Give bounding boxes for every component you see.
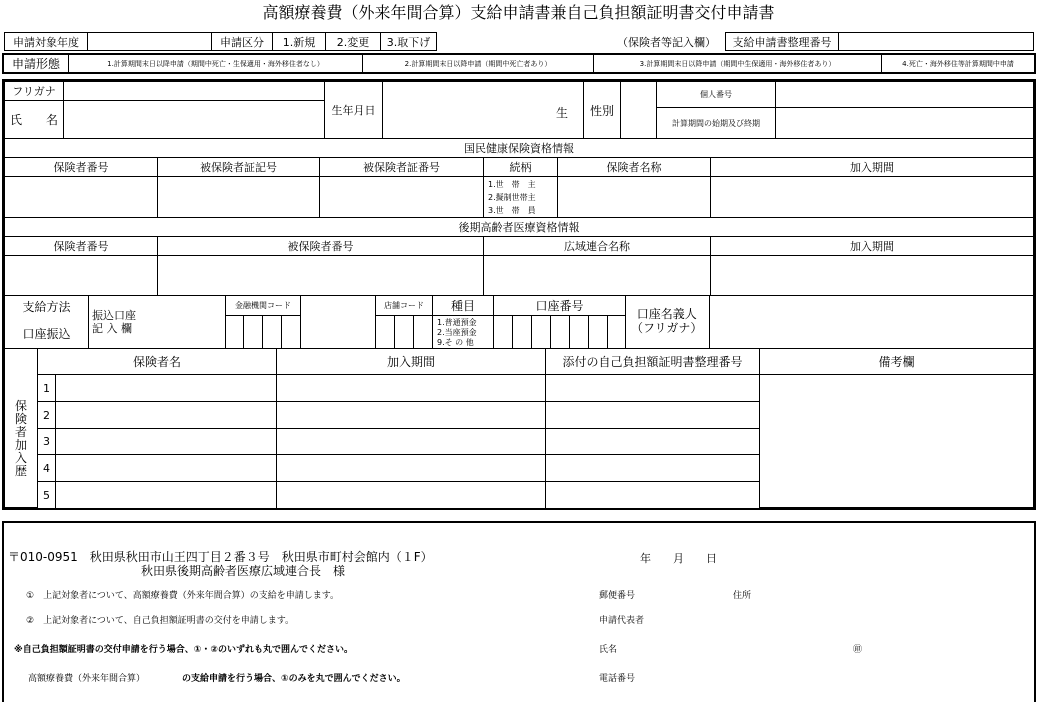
nhi-col-card-number: 被保険者証番号 xyxy=(319,157,484,177)
target-year-field[interactable] xyxy=(87,32,212,51)
postal-code-label: 郵便番号 xyxy=(599,591,636,601)
history-col-insurer-name: 保険者名 xyxy=(37,348,277,375)
history-col-remarks: 備考欄 xyxy=(759,348,1034,375)
account-no-digit-4[interactable] xyxy=(550,315,570,349)
history-insurer-name-field[interactable] xyxy=(55,401,277,429)
payment-blank-cell xyxy=(300,295,376,349)
category-option-change[interactable]: 2.変更 xyxy=(325,32,381,51)
elderly-insured-no-field[interactable] xyxy=(157,255,484,296)
nhi-col-insurer-no: 保険者番号 xyxy=(4,157,158,177)
applicant-name-label: 氏名 xyxy=(599,645,618,655)
form-type-label: 申請形態 xyxy=(11,57,60,71)
account-holder-label: 口座名義人 （フリガナ） xyxy=(631,307,703,335)
account-no-digit-1[interactable] xyxy=(493,315,513,349)
name-label: 氏 名 xyxy=(4,100,64,139)
branch-code-digit-2[interactable] xyxy=(394,315,414,349)
date-month[interactable]: 月 xyxy=(673,552,684,565)
date-year[interactable]: 年 xyxy=(640,552,651,565)
nhi-col-insurer-name: 保険者名称 xyxy=(557,157,711,177)
nhi-col-card-symbol: 被保険者証記号 xyxy=(157,157,320,177)
nhi-insurer-name-field[interactable] xyxy=(557,176,711,218)
birth-field[interactable] xyxy=(382,81,584,139)
elderly-insurer-no-field[interactable] xyxy=(4,255,158,296)
account-holder-field[interactable] xyxy=(709,295,1034,349)
elderly-period-field[interactable] xyxy=(710,255,1034,296)
birth-label: 生年月日 xyxy=(324,81,383,139)
furigana-label: フリガナ xyxy=(4,81,64,101)
nhi-col-relation: 続柄 xyxy=(483,157,558,177)
elderly-section-title: 後期高齢者医療資格情報 xyxy=(4,217,1034,237)
history-side-label: 保険者加入歴 xyxy=(14,399,27,478)
category-label: 申請区分 xyxy=(211,32,273,51)
account-no-label: 口座番号 xyxy=(493,295,626,316)
branch-code-digit-1[interactable] xyxy=(375,315,395,349)
app-number-field[interactable] xyxy=(838,32,1034,51)
date-day[interactable]: 日 xyxy=(706,552,717,565)
target-year-label: 申請対象年度 xyxy=(4,32,88,51)
account-no-digit-7[interactable] xyxy=(607,315,626,349)
bank-code-label: 金融機関コード xyxy=(225,295,301,316)
seal-icon: ㊞ xyxy=(853,645,863,655)
nhi-col-period: 加入期間 xyxy=(710,157,1034,177)
history-period-field[interactable] xyxy=(276,428,546,455)
type-option-2[interactable]: 2.当座預金 xyxy=(437,328,477,337)
account-no-digit-2[interactable] xyxy=(512,315,532,349)
form-type-option-4[interactable]: 4.死亡・海外移住等計算期間中申請 xyxy=(902,59,1014,68)
page-title: 高額療養費（外来年間合算）支給申請書兼自己負担額証明書交付申請書 xyxy=(262,3,775,22)
insurer-note: （保険者等記入欄） xyxy=(617,36,716,49)
account-type-label: 種目 xyxy=(432,295,494,316)
representative-label: 申請代表者 xyxy=(599,616,645,626)
birth-suffix: 生 xyxy=(556,106,569,120)
bank-code-digit-1[interactable] xyxy=(225,315,244,349)
period-field[interactable] xyxy=(775,107,1034,139)
period-label: 計算期間の始期及び終期 xyxy=(656,107,776,139)
postal-address: 〒010-0951 秋田県秋田市山王四丁目２番３号 秋田県市町村会館内（１F） xyxy=(8,550,433,564)
sex-label: 性別 xyxy=(583,81,621,139)
type-option-1[interactable]: 1.普通預金 xyxy=(437,318,477,327)
phone-label: 電話番号 xyxy=(599,674,636,684)
statement-2[interactable]: ② 上記対象者について、自己負担額証明書の交付を申請します。 xyxy=(26,616,294,626)
app-number-label: 支給申請書整理番号 xyxy=(725,32,839,51)
history-row-number: 1 xyxy=(37,374,56,402)
nhi-insurer-no-field[interactable] xyxy=(4,176,158,218)
relation-option-1[interactable]: 1.世 帯 主 xyxy=(488,180,536,189)
bank-code-digit-4[interactable] xyxy=(281,315,301,349)
address-label: 住所 xyxy=(733,591,752,601)
history-row-number: 3 xyxy=(37,428,56,455)
personal-no-field[interactable] xyxy=(775,81,1034,108)
form-type-option-2[interactable]: 2.計算期間末日以降申請（期間中死亡者あり） xyxy=(404,59,552,68)
note-2-prefix: 高額療養費（外来年間合算） xyxy=(28,674,146,684)
furigana-field[interactable] xyxy=(63,81,325,101)
branch-code-label: 店舗コード xyxy=(375,295,433,316)
account-no-digit-3[interactable] xyxy=(531,315,551,349)
nhi-section-title: 国民健康保険資格情報 xyxy=(4,138,1034,158)
elderly-col-insured-no: 被保険者番号 xyxy=(157,236,484,256)
elderly-col-union-name: 広域連合名称 xyxy=(483,236,711,256)
form-type-option-1[interactable]: 1.計算期間末日以降申請（期間中死亡・生保適用・海外移住者なし） xyxy=(107,59,324,68)
history-row-number: 5 xyxy=(37,481,56,509)
history-col-period: 加入期間 xyxy=(276,348,546,375)
history-cert-no-field[interactable] xyxy=(545,401,760,429)
type-option-3[interactable]: 9.そ の 他 xyxy=(437,338,474,347)
nhi-card-number-field[interactable] xyxy=(319,176,484,218)
history-cert-no-field[interactable] xyxy=(545,374,760,402)
history-row-number: 2 xyxy=(37,401,56,429)
history-insurer-name-field[interactable] xyxy=(55,481,277,509)
remarks-field[interactable] xyxy=(759,374,1034,508)
branch-code-digit-3[interactable] xyxy=(413,315,433,349)
account-field-label: 振込口座 記 入 欄 xyxy=(92,309,136,335)
nhi-period-field[interactable] xyxy=(710,176,1034,218)
statement-1[interactable]: ① 上記対象者について、高額療養費（外来年間合算）の支給を申請します。 xyxy=(26,591,339,601)
elderly-col-insurer-no: 保険者番号 xyxy=(4,236,158,256)
history-period-field[interactable] xyxy=(276,481,546,509)
note-1: ※自己負担額証明書の交付申請を行う場合、①・②のいずれも丸で囲んでください。 xyxy=(14,645,353,655)
account-no-digit-6[interactable] xyxy=(588,315,608,349)
sex-field[interactable] xyxy=(620,81,657,139)
payment-method-label: 支給方法 xyxy=(22,299,71,314)
category-option-withdraw[interactable]: 3.取下げ xyxy=(380,32,437,51)
elderly-col-period: 加入期間 xyxy=(710,236,1034,256)
history-row-number: 4 xyxy=(37,454,56,482)
history-cert-no-field[interactable] xyxy=(545,428,760,455)
form-type-option-3[interactable]: 3.計算期間末日以降申請（期間中生保適用・海外移住者あり） xyxy=(639,59,836,68)
relation-option-2[interactable]: 2.擬制世帯主 xyxy=(488,193,536,202)
history-period-field[interactable] xyxy=(276,401,546,429)
history-insurer-name-field[interactable] xyxy=(55,374,277,402)
history-period-field[interactable] xyxy=(276,454,546,482)
category-option-new[interactable]: 1.新規 xyxy=(272,32,326,51)
account-no-digit-5[interactable] xyxy=(569,315,589,349)
history-insurer-name-field[interactable] xyxy=(55,454,277,482)
elderly-union-name-field[interactable] xyxy=(483,255,711,296)
addressee: 秋田県後期高齢者医療広域連合長 様 xyxy=(141,564,346,578)
note-2-suffix: の支給申請を行う場合、①のみを丸で囲んでください。 xyxy=(182,674,406,684)
history-cert-no-field[interactable] xyxy=(545,481,760,509)
relation-option-3[interactable]: 3.世 帯 員 xyxy=(488,206,536,215)
name-field[interactable] xyxy=(63,100,325,139)
history-cert-no-field[interactable] xyxy=(545,454,760,482)
history-col-cert-no: 添付の自己負担額証明書整理番号 xyxy=(545,348,760,375)
nhi-card-symbol-field[interactable] xyxy=(157,176,320,218)
history-insurer-name-field[interactable] xyxy=(55,428,277,455)
history-period-field[interactable] xyxy=(276,374,546,402)
bank-code-digit-3[interactable] xyxy=(262,315,282,349)
payment-transfer-label[interactable]: 口座振込 xyxy=(22,326,71,341)
bank-code-digit-2[interactable] xyxy=(243,315,263,349)
personal-no-label: 個人番号 xyxy=(656,81,776,108)
